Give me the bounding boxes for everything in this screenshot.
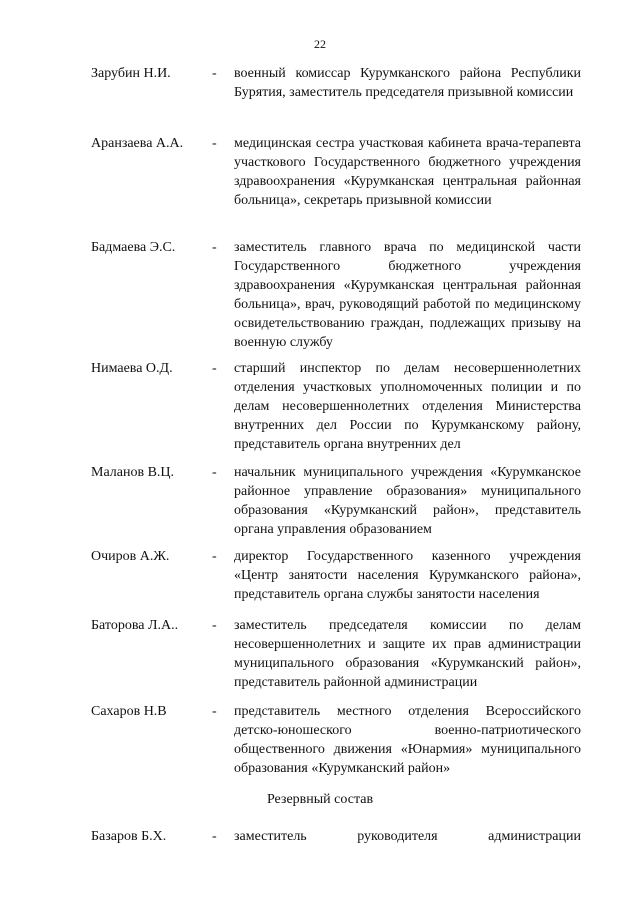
reserve-member-entry — [91, 827, 581, 846]
member-name: Баторова Л.А.. — [91, 618, 179, 633]
member-entry — [91, 134, 581, 210]
member-description: директор Государственного казенного учреждения «Центр занятости населения Курумканского района», представитель органа службы занятости населения — [234, 549, 581, 602]
member-name: Зарубин Н.И. — [91, 66, 171, 81]
dash-separator: - — [212, 240, 217, 255]
dash-separator: - — [212, 136, 217, 151]
member-description: заместитель главного врача по медицинской части Государственного бюджетного учреждения здравоохранения «Курумканская центральная районная больница», врач, руководящий работой по медицинскому освидетельствованию граждан, подлежащих призыву на военную службу — [234, 240, 581, 350]
dash-separator: - — [212, 829, 217, 844]
member-name: Очиров А.Ж. — [91, 549, 170, 564]
member-entry — [91, 702, 581, 778]
dash-separator: - — [212, 361, 217, 376]
member-name: Аранзаева А.А. — [91, 136, 184, 151]
reserve-heading: Резервный состав — [266, 792, 374, 807]
dash-separator: - — [212, 704, 217, 719]
dash-separator: - — [212, 618, 217, 633]
dash-separator: - — [212, 66, 217, 81]
member-entry — [91, 547, 581, 604]
member-name: Базаров Б.Х. — [91, 829, 167, 844]
member-entry — [91, 238, 581, 352]
member-description: начальник муниципального учреждения «Курумканское районное управление образования» муниципального образования «Курумканский район», представитель органа управления образованием — [234, 465, 581, 537]
member-name: Сахаров Н.В — [91, 704, 167, 719]
member-name: Маланов В.Ц. — [91, 465, 175, 480]
member-name: Нимаева О.Д. — [91, 361, 173, 376]
member-description: военный комиссар Курумканского района Республики Бурятия, заместитель председателя призывной комиссии — [234, 66, 581, 100]
member-entry — [91, 64, 581, 102]
dash-separator: - — [212, 465, 217, 480]
member-entry — [91, 463, 581, 539]
member-description: старший инспектор по делам несовершеннолетних отделения участковых уполномоченных полиции и по делам несовершеннолетних отделения Министерства внутренних дел России по Курумканскому району, представитель органа внутренних дел — [234, 361, 581, 452]
member-description: заместитель председателя комиссии по делам несовершеннолетних и защите их прав администрации муниципального образования «Курумканский район», представитель районной администрации — [234, 618, 581, 690]
page-number: 22 — [314, 37, 326, 51]
member-entry — [91, 359, 581, 454]
member-description: заместитель руководителя администрации — [234, 829, 581, 844]
member-name: Бадмаева Э.С. — [91, 240, 176, 255]
dash-separator: - — [212, 549, 217, 564]
member-entry — [91, 616, 581, 692]
member-description: медицинская сестра участковая кабинета врача-терапевта участкового Государственного бюджетного учреждения здравоохранения «Курумканская центральная районная больница», секретарь призывной комиссии — [234, 136, 581, 208]
member-description: представитель местного отделения Всероссийского детско-юношеского военно-патриотического общественного движения «Юнармия» муниципального образования «Курумканский район» — [234, 704, 581, 776]
